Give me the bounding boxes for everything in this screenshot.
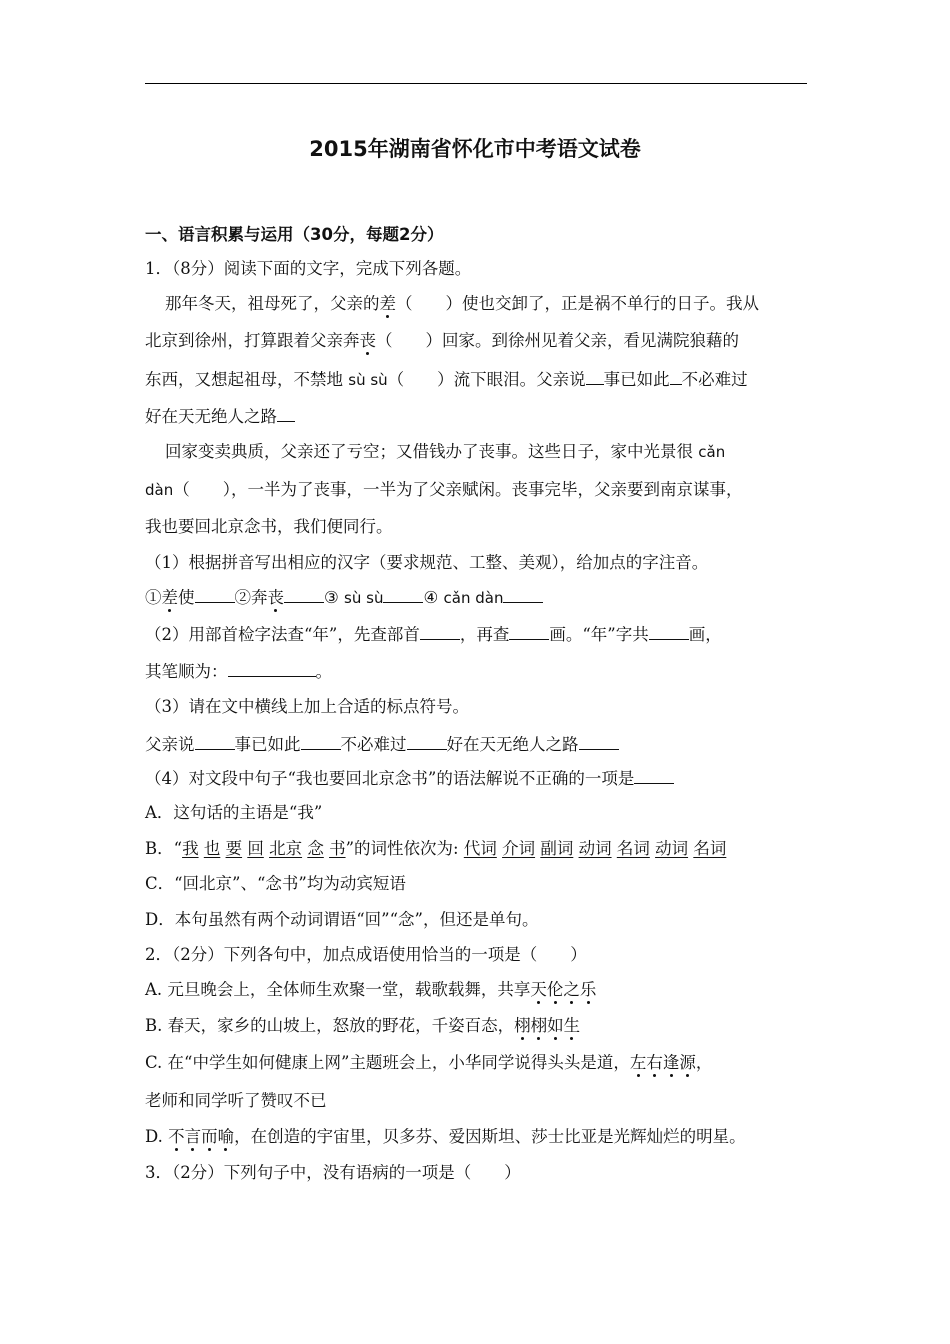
emphasis-char: 丧 bbox=[267, 588, 284, 607]
passage-line-5: 回家变卖典质，父亲还了亏空；又借钱办了丧事。这些日子，家中光景很 cǎn bbox=[165, 442, 726, 461]
answer-blank[interactable] bbox=[586, 368, 604, 385]
word: 要 bbox=[225, 839, 243, 858]
sub-question-2-cont: 其笔顺为： 。 bbox=[145, 662, 332, 681]
question-1-stem: 1．（8分）阅读下面的文字，完成下列各题。 bbox=[145, 259, 472, 278]
option-d: D．本句虽然有两个动词谓语“回”“念”，但还是单句。 bbox=[145, 910, 539, 929]
sub-question-4: （4）对文段中句子“我也要回北京念书”的语法解说不正确的一项是 bbox=[145, 767, 674, 790]
passage-line-3: 东西，又想起祖母，不禁地 sù sù（ ）流下眼泪。父亲说 事已如此 不必难过 bbox=[145, 370, 748, 389]
word: 我 bbox=[182, 839, 199, 858]
q2-option-c-cont: 老师和同学听了赞叹不已 bbox=[145, 1091, 327, 1110]
sub-question-2: （2）用部首检字法查“年”，先查部首 ，再查 画。“年”字共 画， bbox=[145, 625, 722, 644]
answer-blank[interactable] bbox=[503, 586, 543, 603]
pinyin: cǎn dàn bbox=[443, 589, 504, 607]
emphasis-char: 丧 bbox=[359, 331, 376, 350]
answer-blank[interactable] bbox=[670, 368, 682, 385]
word: 北京 bbox=[269, 839, 303, 858]
page-title: 2015年湖南省怀化市中考语文试卷 bbox=[309, 137, 641, 161]
q2-option-a: A. 元旦晚会上，全体师生欢聚一堂，载歌载舞，共享天伦之乐 bbox=[145, 980, 597, 999]
sub-question-1-items: ①差使 ②奔丧 ③ sù sù ④ cǎn dàn bbox=[145, 586, 543, 609]
word: 念 bbox=[307, 839, 324, 858]
emphasis-char: 差 bbox=[379, 294, 396, 313]
answer-blank[interactable] bbox=[509, 623, 549, 640]
part-of-speech: 副词 bbox=[540, 839, 574, 858]
question-3-stem: 3．（2分）下列句子中，没有语病的一项是（ ） bbox=[145, 1163, 521, 1182]
answer-blank[interactable] bbox=[649, 623, 689, 640]
passage-line-1: 那年冬天，祖母死了，父亲的差（ ）使也交卸了，正是祸不单行的日子。我从 bbox=[165, 294, 759, 313]
passage-line-6: dàn（ ），一半为了丧事，一半为了父亲赋闲。丧事完毕，父亲要到南京谋事， bbox=[145, 480, 743, 499]
part-of-speech: 动词 bbox=[655, 839, 689, 858]
option-b: B．“我 也 要 回 北京 念 书”的词性依次为: 代词 介词 副词 动词 名词 动词 名词 bbox=[145, 839, 727, 858]
part-of-speech: 介词 bbox=[502, 839, 536, 858]
q2-option-d: D. 不言而喻，在创造的宇宙里，贝多芬、爱因斯坦、莎士比亚是光辉灿烂的明星。 bbox=[145, 1127, 746, 1146]
answer-blank[interactable] bbox=[301, 733, 341, 750]
header-rule bbox=[145, 83, 807, 84]
pinyin: dàn bbox=[145, 481, 174, 499]
answer-blank[interactable] bbox=[383, 586, 423, 603]
word: 也 bbox=[203, 839, 221, 858]
answer-blank[interactable] bbox=[579, 733, 619, 750]
passage-line-4: 好在天无绝人之路 bbox=[145, 405, 295, 428]
pinyin: sù sù bbox=[344, 589, 384, 607]
passage-line-2: 北京到徐州，打算跟着父亲奔丧（ ）回家。到徐州见着父亲，看见满院狼藉的 bbox=[145, 331, 739, 350]
part-of-speech: 动词 bbox=[578, 839, 612, 858]
answer-blank[interactable] bbox=[634, 767, 674, 784]
passage-line-7: 我也要回北京念书，我们便同行。 bbox=[145, 517, 393, 536]
answer-blank[interactable] bbox=[284, 586, 324, 603]
q2-option-b: B. 春天，家乡的山坡上，怒放的野花，千姿百态，栩栩如生 bbox=[145, 1016, 581, 1035]
pinyin: cǎn bbox=[698, 443, 726, 461]
question-2-stem: 2．（2分）下列各句中，加点成语使用恰当的一项是（ ） bbox=[145, 945, 587, 964]
answer-blank[interactable] bbox=[277, 405, 295, 422]
q2-option-c: C. 在“中学生如何健康上网”主题班会上，小华同学说得头头是道，左右逢源， bbox=[145, 1053, 713, 1072]
pinyin: sù sù bbox=[348, 371, 388, 389]
answer-blank[interactable] bbox=[228, 660, 316, 677]
answer-blank[interactable] bbox=[195, 586, 235, 603]
word: 回 bbox=[247, 839, 264, 858]
option-a: A．这句话的主语是“我” bbox=[145, 803, 323, 822]
answer-blank[interactable] bbox=[407, 733, 447, 750]
part-of-speech: 名词 bbox=[693, 839, 727, 858]
answer-blank[interactable] bbox=[195, 733, 235, 750]
part-of-speech: 名词 bbox=[616, 839, 650, 858]
part-of-speech: 代词 bbox=[463, 839, 497, 858]
emphasis-char: 差 bbox=[161, 588, 178, 607]
option-c: C．“回北京”、“念书”均为动宾短语 bbox=[145, 874, 406, 893]
sub-question-3-line: 父亲说 事已如此 不必难过 好在天无绝人之路 bbox=[145, 733, 619, 756]
answer-blank[interactable] bbox=[420, 623, 460, 640]
sub-question-3: （3）请在文中横线上加上合适的标点符号。 bbox=[145, 697, 469, 716]
word: 书 bbox=[329, 839, 346, 858]
section-heading: 一、语言积累与运用（30分，每题2分） bbox=[145, 225, 444, 244]
sub-question-1: （1）根据拼音写出相应的汉字（要求规范、工整、美观），给加点的字注音。 bbox=[145, 553, 709, 572]
